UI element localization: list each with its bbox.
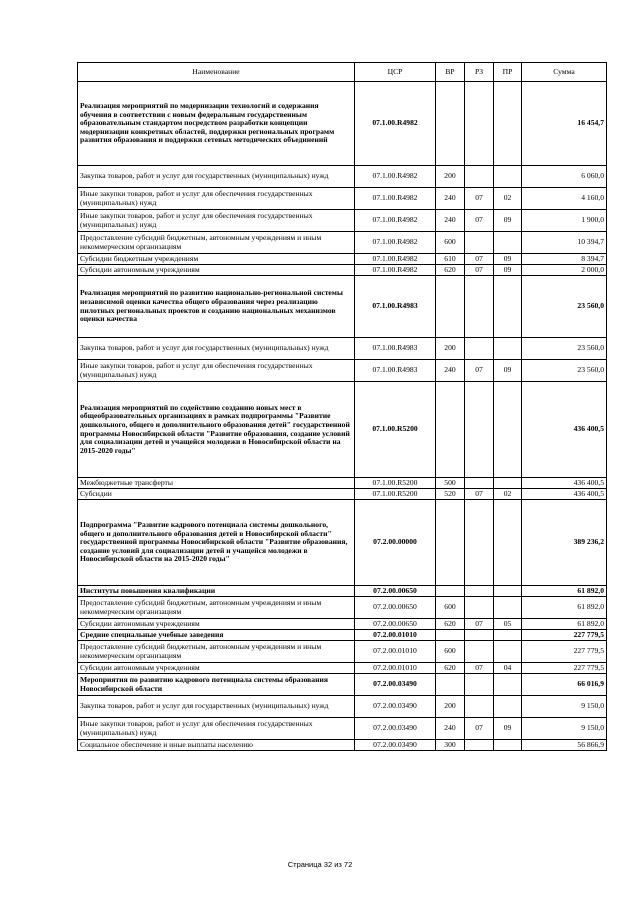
cell-name: Закупка товаров, работ и услуг для государственных (муниципальных) нужд <box>78 166 355 188</box>
cell-name: Предоставление субсидий бюджетным, автономным учреждениям и иным некоммерческим организациям <box>78 232 355 254</box>
cell-sum: 66 016,9 <box>522 674 607 696</box>
table-row <box>78 360 607 382</box>
cell-name: Реализация мероприятий по содействию созданию новых мест в общеобразовательных организациях в рамках подпрограммы "Развитие дошкольного, общего и дополнительного образования детей" государственной программы Новосибирской области "Развитие образования, создание условий для социализации детей и учащейся молодежи в Новосибирской области на 2015-2020 годы" <box>78 382 355 478</box>
cell-code: 07.1.00.R5200 <box>355 478 436 489</box>
cell-rz <box>465 674 494 696</box>
cell-vr: 620 <box>436 663 465 674</box>
cell-code: 07.1.00.R4982 <box>355 166 436 188</box>
cell-vr: 610 <box>436 254 465 265</box>
cell-code: 07.2.00.00650 <box>355 597 436 619</box>
cell-sum: 23 560,0 <box>522 276 607 338</box>
cell-rz: 07 <box>465 210 494 232</box>
header-name: Наименование <box>78 63 355 82</box>
cell-code: 07.1.00.R4982 <box>355 232 436 254</box>
cell-name: Субсидии <box>78 489 355 500</box>
cell-pr <box>494 696 522 718</box>
cell-name: Подпрограмма "Развитие кадрового потенциала системы дошкольного, общего и дополнительного образования детей в Новосибирской области" государственной программы Новосибирской области "Развитие образования, создание условий для социализации детей и учащейся молодежи в Новосибирской области на 2015-2020 годы" <box>78 500 355 586</box>
cell-sum: 16 454,7 <box>522 82 607 166</box>
cell-pr <box>494 276 522 338</box>
cell-vr: 240 <box>436 360 465 382</box>
cell-pr <box>494 478 522 489</box>
cell-sum: 436 400,5 <box>522 382 607 478</box>
cell-pr: 04 <box>494 663 522 674</box>
cell-vr <box>436 382 465 478</box>
cell-rz: 07 <box>465 663 494 674</box>
cell-pr: 09 <box>494 210 522 232</box>
table-row <box>78 232 607 254</box>
table-row <box>78 489 607 500</box>
cell-code: 07.1.00.R4982 <box>355 265 436 276</box>
table-row <box>78 586 607 597</box>
cell-rz <box>465 232 494 254</box>
table-row <box>78 265 607 276</box>
cell-vr: 600 <box>436 641 465 663</box>
table-row <box>78 166 607 188</box>
header-vr: ВР <box>436 63 465 82</box>
cell-code: 07.1.00.R4983 <box>355 360 436 382</box>
cell-code: 07.1.00.R4983 <box>355 276 436 338</box>
cell-name: Предоставление субсидий бюджетным, автономным учреждениям и иным некоммерческим организациям <box>78 597 355 619</box>
cell-rz <box>465 276 494 338</box>
cell-rz <box>465 696 494 718</box>
cell-pr <box>494 500 522 586</box>
cell-vr: 600 <box>436 597 465 619</box>
cell-code: 07.1.00.R4983 <box>355 338 436 360</box>
cell-code: 07.1.00.R4982 <box>355 82 436 166</box>
header-sum: Сумма <box>522 63 607 82</box>
table-row <box>78 276 607 338</box>
cell-name: Межбюджетные трансферты <box>78 478 355 489</box>
cell-sum: 9 150,0 <box>522 696 607 718</box>
cell-name: Реализация мероприятий по развитию национально-региональной системы независимой оценки качества общего образования через реализацию пилотных региональных проектов и созданию национальных механизмов оценки качества <box>78 276 355 338</box>
cell-vr <box>436 500 465 586</box>
cell-code: 07.2.00.00650 <box>355 586 436 597</box>
cell-vr: 300 <box>436 740 465 751</box>
cell-rz: 07 <box>465 360 494 382</box>
cell-rz <box>465 597 494 619</box>
cell-code: 07.2.00.01010 <box>355 641 436 663</box>
cell-name: Средние специальные учебные заведения <box>78 630 355 641</box>
cell-rz <box>465 338 494 360</box>
cell-code: 07.1.00.R4982 <box>355 188 436 210</box>
cell-vr: 600 <box>436 232 465 254</box>
cell-pr <box>494 674 522 696</box>
cell-rz <box>465 586 494 597</box>
cell-rz <box>465 500 494 586</box>
cell-rz <box>465 630 494 641</box>
cell-rz <box>465 740 494 751</box>
cell-vr: 200 <box>436 166 465 188</box>
cell-name: Закупка товаров, работ и услуг для государственных (муниципальных) нужд <box>78 338 355 360</box>
cell-pr: 09 <box>494 254 522 265</box>
cell-sum: 61 892,0 <box>522 597 607 619</box>
cell-vr: 520 <box>436 489 465 500</box>
cell-name: Иные закупки товаров, работ и услуг для обеспечения государственных (муниципальных) нужд <box>78 718 355 740</box>
cell-sum: 61 892,0 <box>522 586 607 597</box>
cell-sum: 9 150,0 <box>522 718 607 740</box>
header-rz: РЗ <box>465 63 494 82</box>
cell-rz <box>465 641 494 663</box>
table-body <box>78 82 607 751</box>
cell-pr <box>494 597 522 619</box>
cell-rz: 07 <box>465 188 494 210</box>
cell-sum: 6 060,0 <box>522 166 607 188</box>
cell-code: 07.1.00.R5200 <box>355 489 436 500</box>
header-pr: ПР <box>494 63 522 82</box>
cell-rz <box>465 478 494 489</box>
page-number: Страница 32 из 72 <box>287 860 353 869</box>
cell-pr <box>494 232 522 254</box>
cell-name: Иные закупки товаров, работ и услуг для обеспечения государственных (муниципальных) нужд <box>78 360 355 382</box>
cell-vr: 240 <box>436 718 465 740</box>
table-row <box>78 478 607 489</box>
cell-rz: 07 <box>465 489 494 500</box>
cell-code: 07.1.00.R5200 <box>355 382 436 478</box>
cell-name: Иные закупки товаров, работ и услуг для обеспечения государственных (муниципальных) нужд <box>78 210 355 232</box>
table-row <box>78 597 607 619</box>
cell-pr: 02 <box>494 188 522 210</box>
table-row <box>78 696 607 718</box>
cell-name: Предоставление субсидий бюджетным, автономным учреждениям и иным некоммерческим организациям <box>78 641 355 663</box>
table-row <box>78 740 607 751</box>
cell-sum: 23 560,0 <box>522 360 607 382</box>
cell-rz <box>465 82 494 166</box>
table-row <box>78 674 607 696</box>
table-row <box>78 641 607 663</box>
cell-rz <box>465 382 494 478</box>
cell-rz: 07 <box>465 718 494 740</box>
cell-name: Субсидии автономным учреждениям <box>78 663 355 674</box>
cell-sum: 436 400,5 <box>522 489 607 500</box>
cell-pr: 09 <box>494 718 522 740</box>
cell-sum: 436 400,5 <box>522 478 607 489</box>
cell-pr <box>494 630 522 641</box>
cell-vr <box>436 276 465 338</box>
cell-vr: 200 <box>436 338 465 360</box>
cell-rz: 07 <box>465 619 494 630</box>
cell-name: Институты повышения квалификации <box>78 586 355 597</box>
cell-rz <box>465 166 494 188</box>
cell-sum: 2 000,0 <box>522 265 607 276</box>
table-row <box>78 382 607 478</box>
table-row <box>78 500 607 586</box>
cell-pr <box>494 166 522 188</box>
table-row <box>78 210 607 232</box>
cell-code: 07.1.00.R4982 <box>355 254 436 265</box>
cell-name: Субсидии автономным учреждениям <box>78 265 355 276</box>
cell-code: 07.2.00.00650 <box>355 619 436 630</box>
cell-rz: 07 <box>465 265 494 276</box>
cell-code: 07.2.00.03490 <box>355 718 436 740</box>
cell-name: Иные закупки товаров, работ и услуг для обеспечения государственных (муниципальных) нужд <box>78 188 355 210</box>
cell-sum: 389 236,2 <box>522 500 607 586</box>
cell-code: 07.2.00.03490 <box>355 674 436 696</box>
table-row <box>78 338 607 360</box>
cell-sum: 1 900,0 <box>522 210 607 232</box>
cell-pr: 09 <box>494 360 522 382</box>
cell-name: Реализация мероприятий по модернизации технологий и содержания обучения в соответствии с новым федеральным государственным образовательным стандартом посредством разработки концепции модернизации конкретных областей, поддержки региональных программ развития образования и поддержки сетевых методических объединений <box>78 82 355 166</box>
table-row <box>78 663 607 674</box>
table-row <box>78 188 607 210</box>
cell-pr <box>494 82 522 166</box>
cell-name: Закупка товаров, работ и услуг для государственных (муниципальных) нужд <box>78 696 355 718</box>
cell-code: 07.2.00.00000 <box>355 500 436 586</box>
cell-vr: 500 <box>436 478 465 489</box>
cell-sum: 227 779,5 <box>522 630 607 641</box>
cell-name: Субсидии бюджетным учреждениям <box>78 254 355 265</box>
table-row <box>78 254 607 265</box>
budget-table <box>77 62 607 751</box>
cell-sum: 10 394,7 <box>522 232 607 254</box>
cell-rz: 07 <box>465 254 494 265</box>
cell-sum: 56 866,9 <box>522 740 607 751</box>
cell-code: 07.2.00.01010 <box>355 663 436 674</box>
cell-pr <box>494 586 522 597</box>
cell-vr: 620 <box>436 265 465 276</box>
cell-pr: 09 <box>494 265 522 276</box>
table-row <box>78 82 607 166</box>
cell-pr <box>494 338 522 360</box>
cell-pr <box>494 641 522 663</box>
cell-pr: 02 <box>494 489 522 500</box>
cell-vr <box>436 82 465 166</box>
cell-code: 07.2.00.03490 <box>355 696 436 718</box>
cell-vr: 620 <box>436 619 465 630</box>
cell-sum: 227 779,5 <box>522 641 607 663</box>
cell-vr: 240 <box>436 188 465 210</box>
cell-sum: 227 779,5 <box>522 663 607 674</box>
cell-pr <box>494 382 522 478</box>
cell-sum: 23 560,0 <box>522 338 607 360</box>
cell-vr <box>436 586 465 597</box>
cell-pr <box>494 740 522 751</box>
table-row <box>78 718 607 740</box>
cell-code: 07.1.00.R4982 <box>355 210 436 232</box>
header-row <box>78 63 607 82</box>
cell-name: Социальное обеспечение и иные выплаты населению <box>78 740 355 751</box>
cell-pr: 05 <box>494 619 522 630</box>
header-code: ЦСР <box>355 63 436 82</box>
cell-code: 07.2.00.03490 <box>355 740 436 751</box>
cell-sum: 61 892,0 <box>522 619 607 630</box>
table-row <box>78 630 607 641</box>
cell-name: Субсидии автономным учреждениям <box>78 619 355 630</box>
cell-vr: 200 <box>436 696 465 718</box>
cell-sum: 8 394,7 <box>522 254 607 265</box>
cell-vr <box>436 630 465 641</box>
cell-name: Мероприятия по развитию кадрового потенциала системы образования Новосибирской области <box>78 674 355 696</box>
table-row <box>78 619 607 630</box>
cell-vr <box>436 674 465 696</box>
cell-vr: 240 <box>436 210 465 232</box>
cell-code: 07.2.00.01010 <box>355 630 436 641</box>
cell-sum: 4 160,0 <box>522 188 607 210</box>
